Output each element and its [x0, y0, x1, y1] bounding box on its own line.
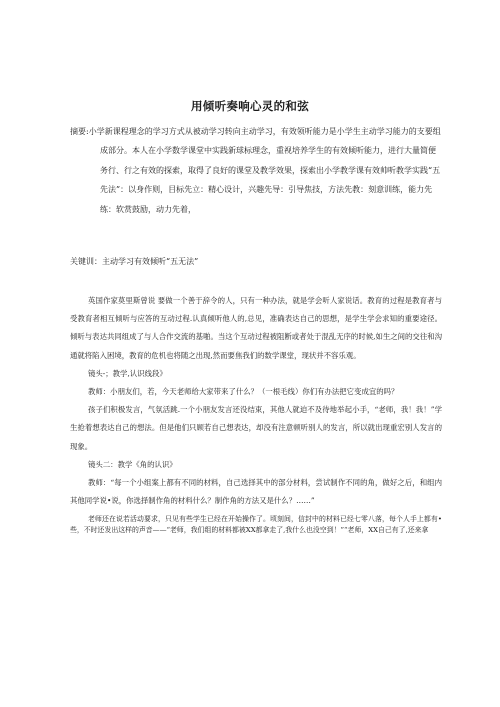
body-text	[70, 292, 442, 535]
abstract-label: 摘要:	[70, 127, 89, 136]
paragraph: 教师：“每一个小组案上都有不同的材料，自己选择其中的部分材料，尝试制作不同的角，做好之后，和组内其他同学说•说，你选择制作角的材料什么？制作角的方法又是什么？……”	[70, 478, 442, 506]
section-heading: 镜头-；教学,认识线段》	[88, 368, 167, 378]
abstract	[70, 122, 442, 219]
paragraph: 英国作家莫里斯曾说 要做一个善于辞令的人，只有一种办法，就是学会听人家说话。教育的过程是教育者与受教育者相互倾听与应答的互动过程.认真倾听他人的,总见，准确表达自己的思想，是学生学会求知的重要途径。倾听与表达共同组成了与人合作交流的基啪。当这个互动过程被阻断或者处于混乱无序的时候,如生之间的交往和沟通就将陷入困境，教育的危机也将随之出现,然而要焦我们的数学课堂，现状并不容乐观。	[70, 296, 442, 360]
keywords: 关键训：主动学习有效倾听“五无法”	[70, 257, 199, 266]
abstract-text: 小学新课程理念的学习方式从被动学习转向主动学习，有效领听能力是小学生主动学习能力的支要组成部分。本人在小学数学课堂中实践新球标理念，重视培养学生的有效倾听能力，进行大量简便务行、行之有效的探索，取得了良好的课堂及教学效果，探索出小学教学课有效帅听教学实践“五先法”：以身作则，目标先立：精心设计，兴趣先导：引导焦技，方法先教：刻意训练，能力先练：软赏鼓励，动力先着，	[88, 127, 441, 214]
paragraph: 教师：小朋友们，若，今天老师给大家带来了什么？（一根毛线）你们有办法把它变成宜的吗？	[88, 387, 399, 397]
section-heading: 镜头二：教学《角的认识》	[88, 459, 177, 469]
paragraph: 老师还在说若活动要求，只见有些学生已经在开始操作了。顷刻间，信封中的材料已经七零八落，每个人手上都有•些，不时还发出这样的声音——“老师，我们组的材料都被XX都拿走了,我什么也没空到！”“老师，XX自己有了,还来拿	[70, 515, 442, 534]
paragraph: 孩子们积极发言，气氛活跳.一个小朋友发言还没结束，其他人就迫不及待地举起小手，“老师，我！我！”学生抢着想表达自己的想法。但是他们只顾若自己想表达，却没有注意顿听别人的发言，所以就出现重宏别人发言的现象。	[70, 405, 442, 451]
page-title: 用倾听奏响心灵的和弦	[191, 99, 309, 113]
